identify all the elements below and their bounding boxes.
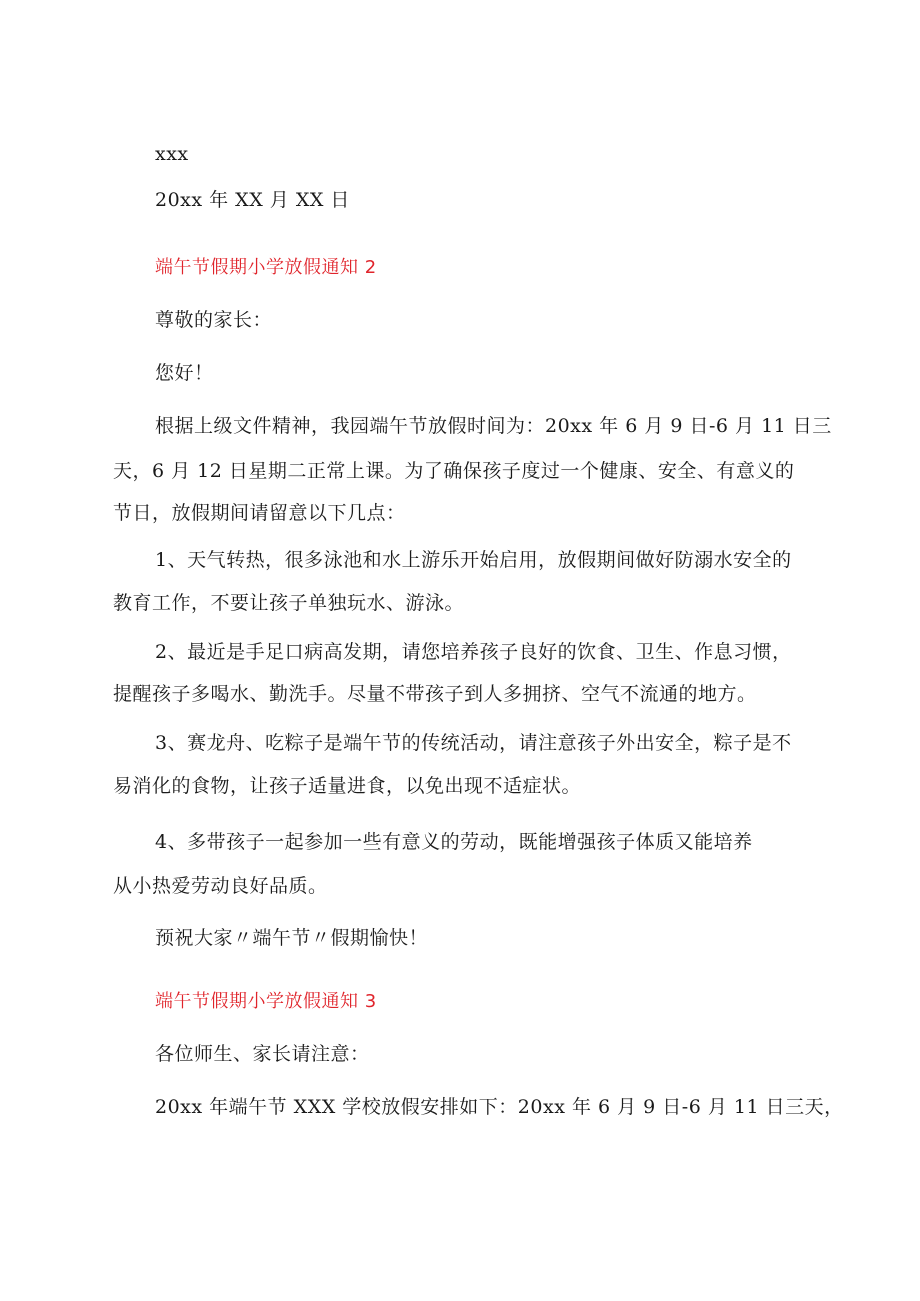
notice-2-intro-line: 天，6 月 12 日星期二正常上课。为了确保孩子度过一个健康、安全、有意义的 — [113, 460, 795, 482]
notice-2-point-1-line: 教育工作，不要让孩子单独玩水、游泳。 — [113, 592, 465, 614]
signature-name: xxx — [155, 143, 189, 165]
signature-date: 20xx 年 XX 月 XX 日 — [155, 189, 350, 211]
notice-2-salutation: 尊敬的家长： — [155, 309, 273, 331]
notice-2-point-1-line: 1、天气转热，很多泳池和水上游乐开始启用，放假期间做好防溺水安全的 — [155, 549, 792, 571]
notice-2-point-3-line: 易消化的食物，让孩子适量进食，以免出现不适症状。 — [113, 775, 582, 797]
notice-2-point-2-line: 2、最近是手足口病高发期，请您培养孩子良好的饮食、卫生、作息习惯， — [155, 641, 792, 663]
notice-2-greeting: 您好！ — [155, 362, 214, 384]
notice-3-body-line: 20xx 年端午节 XXX 学校放假安排如下：20xx 年 6 月 9 日-6 月 11 日三天， — [155, 1096, 844, 1118]
notice-2-point-2-line: 提醒孩子多喝水、勤洗手。尽量不带孩子到人多拥挤、空气不流通的地方。 — [113, 683, 757, 705]
notice-2-intro-line: 根据上级文件精神，我园端午节放假时间为：20xx 年 6 月 9 日-6 月 11 日三 — [155, 415, 832, 437]
notice-2-intro-line: 节日，放假期间请留意以下几点： — [113, 502, 406, 524]
notice-2-point-4-line: 从小热爱劳动良好品质。 — [113, 875, 328, 897]
notice-2-closing: 预祝大家〃端午节〃假期愉快！ — [155, 927, 429, 949]
notice-3-salutation: 各位师生、家长请注意： — [155, 1043, 370, 1065]
notice-2-title: 端午节假期小学放假通知 2 — [155, 257, 377, 278]
notice-2-point-4-line: 4、多带孩子一起参加一些有意义的劳动，既能增强孩子体质又能培养 — [155, 831, 753, 853]
notice-2-point-3-line: 3、赛龙舟、吃粽子是端午节的传统活动，请注意孩子外出安全，粽子是不 — [155, 732, 792, 754]
notice-3-title: 端午节假期小学放假通知 3 — [155, 991, 377, 1012]
